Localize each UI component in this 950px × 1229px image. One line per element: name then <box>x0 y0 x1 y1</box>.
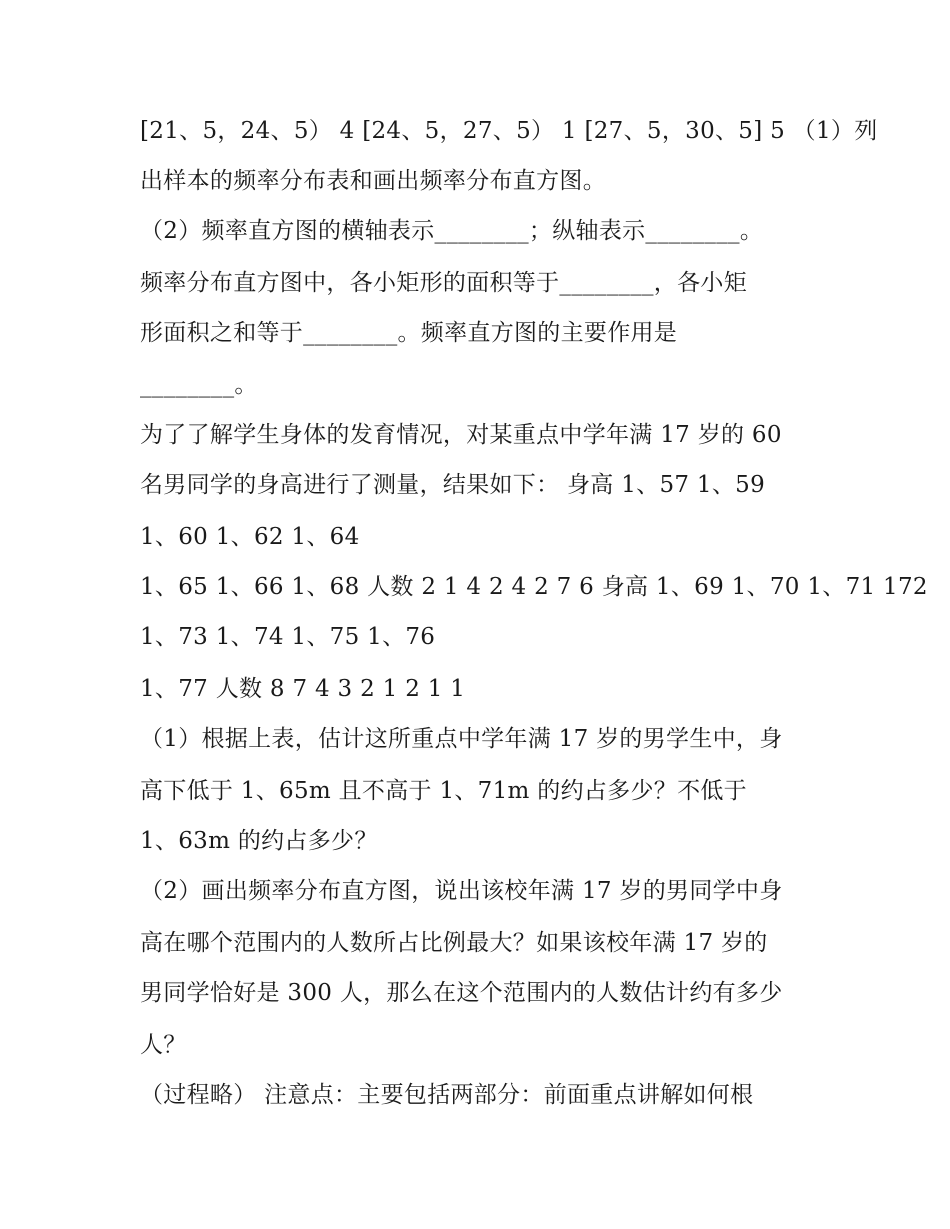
text-line-problem-measure: 名男同学的身高进行了测量，结果如下： 身高 1、57 1、59 <box>140 472 766 498</box>
text-line-interval-table-row: [21、5，24、5） 4 [24、5，27、5） 1 [27、5，30、5] 5 （1）列 <box>140 118 878 144</box>
text-line-sub-question-1: （1）根据上表，估计这所重点中学年满 17 岁的男学生中，身 <box>140 726 783 752</box>
text-line-height-data-1: 1、60 1、62 1、64 <box>140 524 360 550</box>
text-line-sub-question-2-cont: 高在哪个范围内的人数所占比例最大？如果该校年满 17 岁的 <box>140 930 768 956</box>
text-line-sub-question-1-end: 1、63m 的约占多少？ <box>140 828 378 854</box>
text-line-rectangle-area: 频率分布直方图中，各小矩形的面积等于________，各小矩 <box>140 270 747 296</box>
text-line-sub-question-2: （2）画出频率分布直方图，说出该校年满 17 岁的男同学中身 <box>140 878 783 904</box>
text-line-height-data-3: 1、73 1、74 1、75 1、76 <box>140 624 436 650</box>
text-line-height-data-4: 1、77 人数 8 7 4 3 2 1 2 1 1 <box>140 676 466 702</box>
text-line-area-sum: 形面积之和等于________。频率直方图的主要作用是 <box>140 320 678 346</box>
text-line-task-1: 出样本的频率分布表和画出频率分布直方图。 <box>140 168 606 194</box>
text-line-blank: ________。 <box>140 372 258 398</box>
text-line-problem-intro: 为了了解学生身体的发育情况，对某重点中学年满 17 岁的 60 <box>140 422 782 448</box>
text-line-sub-question-2-end: 人？ <box>140 1032 187 1058</box>
text-line-height-data-2: 1、65 1、66 1、68 人数 2 1 4 2 4 2 7 6 身高 1、69 1、70 1、71 172 <box>140 574 928 600</box>
text-line-notes: （过程略） 注意点：主要包括两部分：前面重点讲解如何根 <box>140 1082 754 1108</box>
text-line-sub-question-1-cont: 高下低于 1、65m 且不高于 1、71m 的约占多少？不低于 <box>140 778 747 804</box>
text-line-sub-question-2-more: 男同学恰好是 300 人，那么在这个范围内的人数估计约有多少 <box>140 980 783 1006</box>
text-line-question-2-axes: （2）频率直方图的横轴表示________；纵轴表示________。 <box>140 218 764 244</box>
